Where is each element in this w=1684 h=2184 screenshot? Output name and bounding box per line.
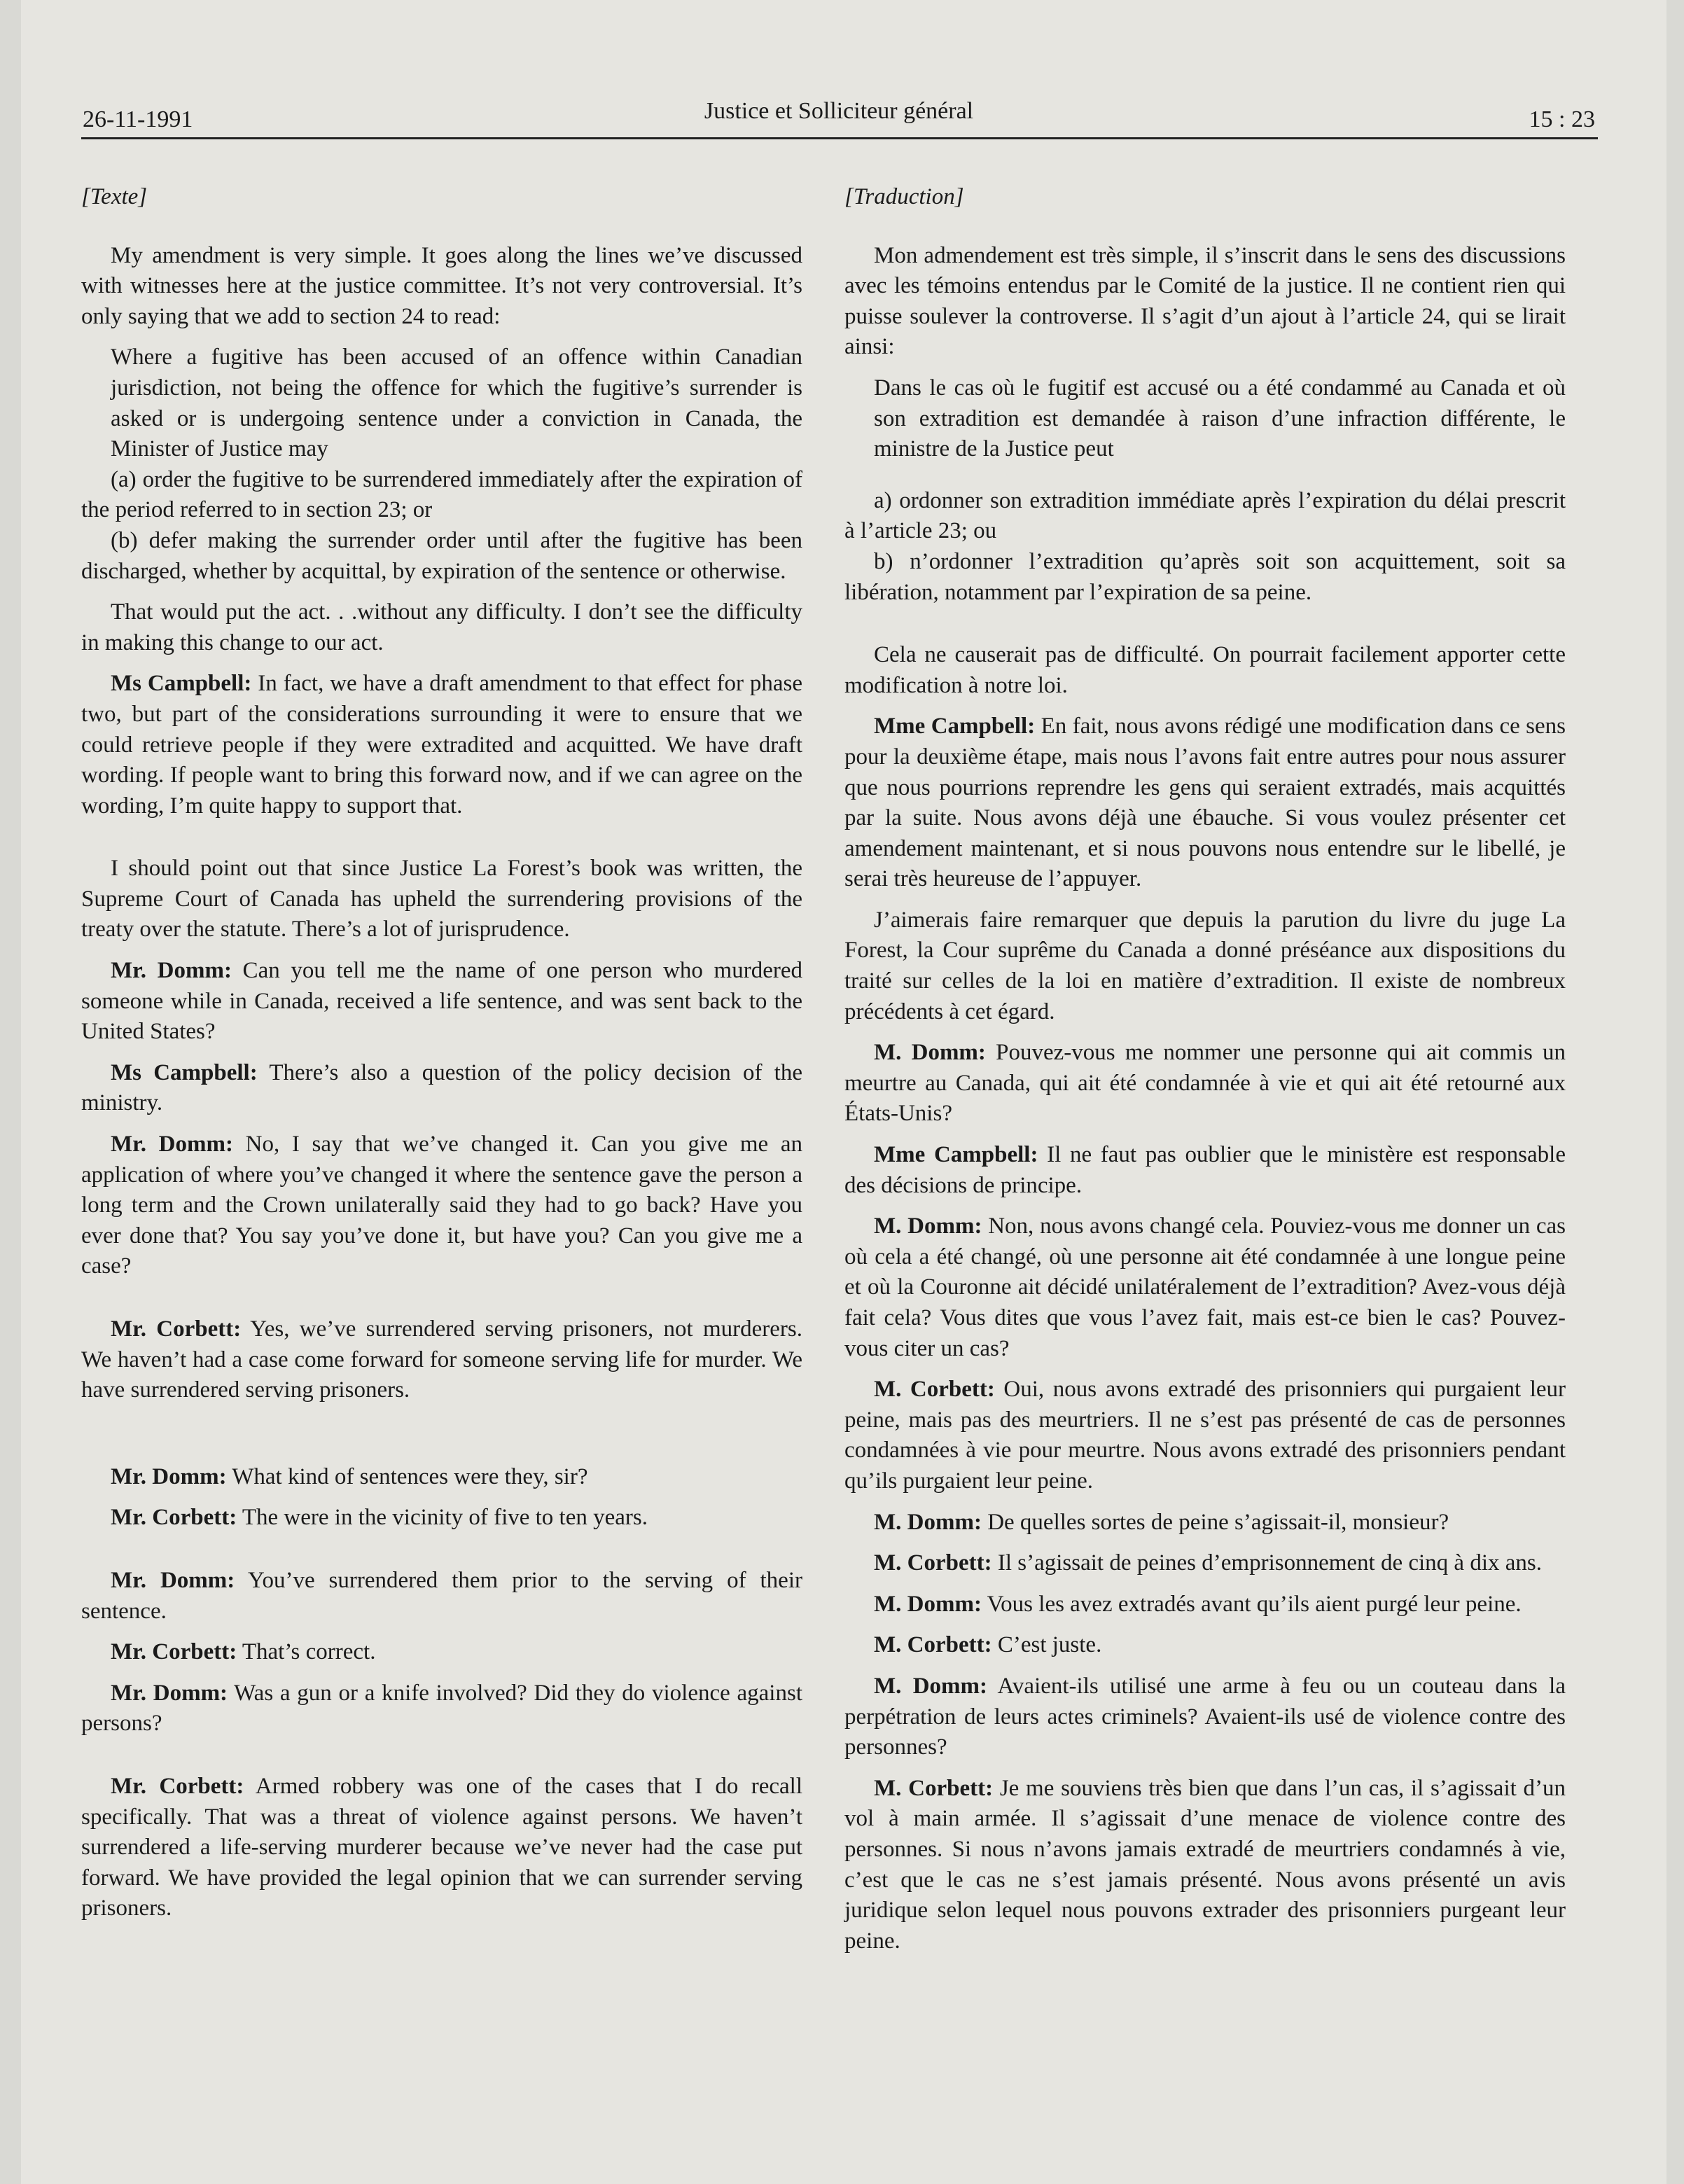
speech xyxy=(844,1590,1566,1620)
speech xyxy=(844,1548,1566,1579)
speech-text: Was a gun or a knife involved? Did they do violence against persons? xyxy=(81,1680,802,1737)
speech xyxy=(844,1140,1566,1201)
speech xyxy=(81,1678,802,1739)
header-title: Justice et Solliciteur général xyxy=(704,98,974,124)
speaker: Mme Campbell: xyxy=(874,1142,1038,1168)
document-page xyxy=(21,0,1666,2184)
speech xyxy=(844,1211,1566,1364)
speech xyxy=(81,1566,802,1627)
header-date: 26-11-1991 xyxy=(83,106,193,132)
speech-text: En fait, nous avons rédigé une modification dans ce sens pour la deuxième étape, mais nous l’avons fait entre autres pour nous assurer que nous pourrions reprendre les gens qui seraient extradés, mais acquittés par la suite. Nous avons déjà une ébauche. Si vous voulez présenter cet amendement maintenant, et si nous pouvons nous entendre sur le libellé, je serai très heureuse de l’appuyer. xyxy=(844,714,1566,892)
column-tag: [Texte] xyxy=(81,184,148,209)
paragraph: Mon admendement est très simple, il s’inscrit dans le sens des discussions avec les témoins entendus par le Comité de la justice. Il ne contient rien qui puisse soulever la controverse. Il s’agit d’un ajout à l’article 24, qui se lirait ainsi: xyxy=(844,242,1566,360)
speaker: M. Domm: xyxy=(874,1040,986,1066)
quoted-text: Dans le cas où le fugitif est accusé ou a été condammé au Canada et où son extradition est demandée à raison d’une infraction différente, le ministre de la Justice peut xyxy=(874,375,1566,462)
english-column xyxy=(81,182,802,1935)
quoted-text: Where a fugitive has been accused of an offence within Canadian jurisdiction, not being the offence for which the fugitive’s surrender is asked or is undergoing sentence under a conviction in Canada, the Minister of Justice may xyxy=(111,345,802,462)
page-header xyxy=(83,98,1595,140)
speaker: Mr. Domm: xyxy=(111,958,232,984)
speaker: M. Corbett: xyxy=(874,1775,994,1801)
speech-text: In fact, we have a draft amendment to that effect for phase two, but part of the considerations surrounding it were to ensure that we could retrieve people if they were extradited and acquitted. We have draft wording. If people want to bring this forward now, and if we can agree on the wording, I’m quite happy to support that. xyxy=(81,671,802,819)
paragraph: Cela ne causerait pas de difficulté. On pourrait facilement apporter cette modification à notre loi. xyxy=(844,642,1566,698)
speech-text: Armed robbery was one of the cases that I do recall specifically. That was a threat of violence against persons. We haven’t surrendered a life-serving murderer because we’ve never had the case put forward. We have provided the legal opinion that we can surrender serving prisoners. xyxy=(81,1773,802,1921)
paragraph: My amendment is very simple. It goes along the lines we’ve discussed with witnesses here at the justice committee. It’s not very controversial. It’s only saying that we add to section 24 to read: xyxy=(81,242,802,329)
speech xyxy=(81,1314,802,1406)
speaker: Ms Campbell: xyxy=(111,1059,258,1085)
speaker: Mr. Corbett: xyxy=(111,1639,237,1665)
speaker: M. Domm: xyxy=(874,1213,982,1239)
column-tag: [Traduction] xyxy=(844,184,964,209)
speech xyxy=(81,956,802,1048)
speech-text: Non, nous avons changé cela. Pouviez-vous me donner un cas où cela a été changé, où une personne ait été condamnée à une longue peine et où la Couronne ait décidé unilatéralement de l’extradition? Avez-vous déjà fait cela? Vous dites que vous l’avez fait, mais est-ce bien le cas? Pouvez-vous citer un cas? xyxy=(844,1213,1566,1361)
quoted-clause-b: b) n’ordonner l’extradition qu’après soit son acquittement, soit sa libération, notamment par l’expiration de sa peine. xyxy=(844,548,1566,605)
speech-text: Yes, we’ve surrendered serving prisoners, not murderers. We haven’t had a case come forward for someone serving life for murder. We have surrendered serving prisoners. xyxy=(81,1316,802,1403)
speaker: Mr. Domm: xyxy=(111,1463,227,1489)
quoted-clause-a: a) ordonner son extradition immédiate après l’expiration du délai prescrit à l’article 23; ou xyxy=(844,487,1566,544)
paragraph: That would put the act. . .without any difficulty. I don’t see the difficulty in making this change to our act. xyxy=(81,599,802,655)
speech-text: The were in the vicinity of five to ten years. xyxy=(237,1505,648,1531)
paragraph: J’aimerais faire remarquer que depuis la parution du livre du juge La Forest, la Cour suprême du Canada a donné préséance aux dispositions du traité sur celles de la loi en matière d’extradition. Il existe de nombreux précédents à cet égard. xyxy=(844,907,1566,1024)
speech xyxy=(81,669,802,821)
speech-text: Avaient-ils utilisé une arme à feu ou un couteau dans la perpétration de leurs actes criminels? Avaient-ils usé de violence contre des personnes? xyxy=(844,1673,1566,1760)
speech xyxy=(844,1375,1566,1496)
speech-text: Can you tell me the name of one person who murdered someone while in Canada, received a life sentence, and was sent back to the United States? xyxy=(81,958,802,1045)
speaker: Mr. Corbett: xyxy=(111,1505,237,1531)
speaker: M. Corbett: xyxy=(874,1550,992,1576)
quoted-clause-b: (b) defer making the surrender order until after the fugitive has been discharged, whether by acquittal, by expiration of the sentence or otherwise. xyxy=(81,527,802,584)
speech-text: C’est juste. xyxy=(991,1632,1102,1658)
speaker: Mr. Domm: xyxy=(111,1567,235,1593)
paragraph: I should point out that since Justice La Forest’s book was written, the Supreme Court of Canada has upheld the surrendering provisions of the treaty over the statute. There’s a lot of jurisprudence. xyxy=(81,856,802,943)
speech xyxy=(81,1129,802,1282)
speaker: M. Domm: xyxy=(874,1591,982,1617)
speaker: M. Domm: xyxy=(874,1673,988,1699)
speech-text: What kind of sentences were they, sir? xyxy=(226,1463,588,1489)
speech-text: Je me souviens très bien que dans l’un cas, il s’agissait d’un vol à main armée. Il s’agissait d’une menace de violence contre des personnes. Si nous n’avons jamais extradé de meurtriers condamnés à vie, c’est que le cas ne s’est jamais présenté. Nous avons présenté un avis juridique selon lequel nous pouvons extrader des prisonniers purgeant leur peine. xyxy=(844,1775,1566,1954)
french-column xyxy=(844,182,1566,1967)
quoted-clause-a: (a) order the fugitive to be surrendered immediately after the expiration of the period referred to in section 23; or xyxy=(81,466,802,523)
speech xyxy=(81,1462,802,1493)
speech-text: That’s correct. xyxy=(237,1639,376,1665)
speaker: Mr. Corbett: xyxy=(111,1773,244,1799)
speaker: Mr. Domm: xyxy=(111,1680,228,1706)
speech xyxy=(844,1508,1566,1538)
speech xyxy=(844,1630,1566,1661)
speaker: Mr. Corbett: xyxy=(111,1316,242,1342)
speech xyxy=(81,1637,802,1668)
header-rule xyxy=(81,137,1598,139)
speech-text: Oui, nous avons extradé des prisonniers qui purgaient leur peine, mais pas des meurtriers. Il ne s’est pas présenté de cas de personnes condamnées à vie pour meurtre. Nous avons extradé des prisonniers pendant qu’ils purgaient leur peine. xyxy=(844,1377,1566,1494)
header-page-number: 15 : 23 xyxy=(1529,106,1595,132)
speech-text: You’ve surrendered them prior to the serving of their sentence. xyxy=(81,1567,802,1624)
speech xyxy=(844,1038,1566,1129)
speech-text: There’s also a question of the policy decision of the ministry. xyxy=(81,1059,802,1116)
speech xyxy=(844,1671,1566,1763)
speech xyxy=(81,1503,802,1533)
speaker: M. Corbett: xyxy=(874,1377,995,1403)
speech xyxy=(844,711,1566,895)
speech-text: Il ne faut pas oublier que le ministère est responsable des décisions de principe. xyxy=(844,1142,1566,1198)
speech-text: Il s’agissait de peines d’emprisonnement de cinq à dix ans. xyxy=(991,1550,1542,1576)
speaker: Mme Campbell: xyxy=(874,714,1036,739)
speech-text: De quelles sortes de peine s’agissait-il, monsieur? xyxy=(981,1509,1449,1535)
speech-text: Vous les avez extradés avant qu’ils aient purgé leur peine. xyxy=(981,1591,1522,1617)
speaker: Ms Campbell: xyxy=(111,671,252,697)
speech xyxy=(81,1772,802,1924)
speech-text: No, I say that we’ve changed it. Can you give me an application of where you’ve changed it where the sentence gave the person a long term and the Crown unilaterally said they had to go back? Have you ever done that? You say you’ve done it, but have you? Can you give me a case? xyxy=(81,1132,802,1279)
speech-text: Pouvez-vous me nommer une personne qui ait commis un meurtre au Canada, qui ait été condamnée à vie et qui ait été retourné aux États-Unis? xyxy=(844,1040,1566,1127)
speech xyxy=(81,1058,802,1119)
speaker: Mr. Domm: xyxy=(111,1132,233,1157)
speaker: M. Domm: xyxy=(874,1509,982,1535)
speech xyxy=(844,1774,1566,1957)
speaker: M. Corbett: xyxy=(874,1632,992,1658)
